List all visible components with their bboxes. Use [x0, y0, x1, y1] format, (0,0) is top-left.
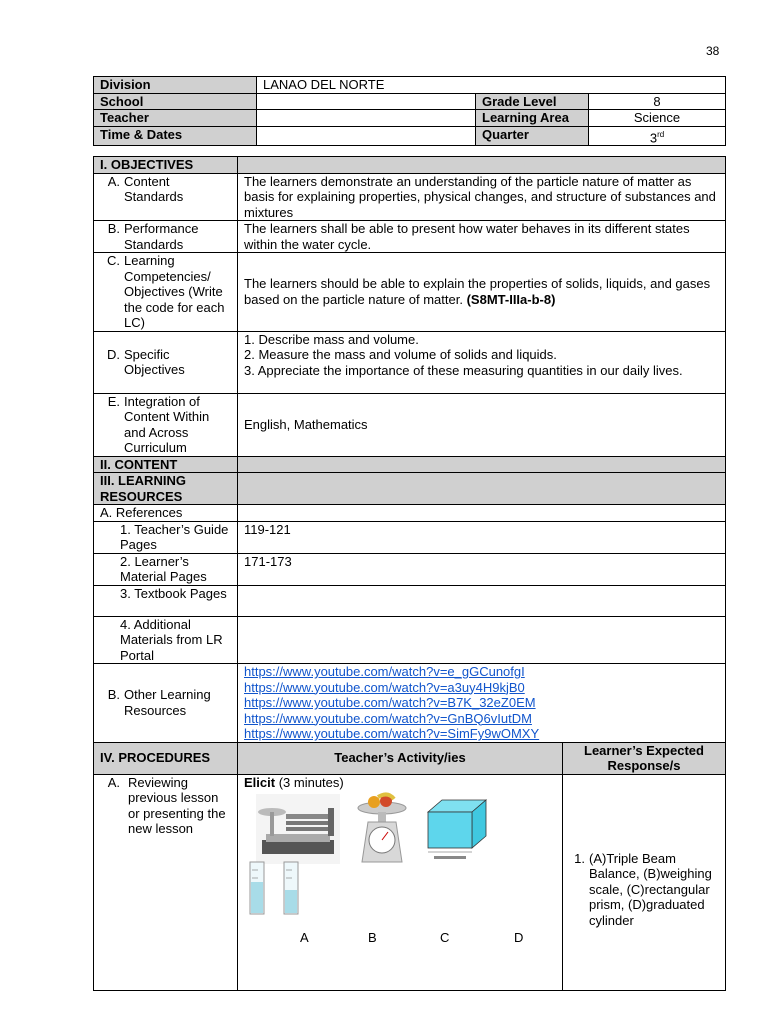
- lesson-plan-table: [93, 156, 726, 991]
- division-label: Division: [94, 77, 257, 94]
- additional-materials-label: 4. Additional Materials from LR Portal: [94, 616, 238, 664]
- rectangular-prism-image: [424, 796, 500, 862]
- other-resources-links: [238, 664, 726, 743]
- procedures-heading: IV. PROCEDURES: [94, 742, 238, 774]
- time-dates-label: Time & Dates: [94, 126, 257, 146]
- teachers-guide-label: 1. Teacher’s Guide Pages: [94, 521, 238, 553]
- other-resources-label: [94, 664, 238, 743]
- image-label-d: D: [514, 930, 524, 945]
- item-label: Specific Objectives: [124, 346, 185, 377]
- quarter-number: 3: [649, 129, 658, 145]
- integration-label: [94, 393, 238, 456]
- references-fill: [238, 505, 726, 522]
- teacher-value: [257, 110, 476, 127]
- elicit-line: [244, 775, 556, 791]
- page-number: 38: [706, 44, 720, 58]
- elicit-duration: (3 minutes): [278, 774, 344, 790]
- learners-material-label: 2. Learner’s Material Pages: [94, 553, 238, 585]
- item-label: Reviewing previous lesson or presenting the new lesson: [128, 774, 226, 836]
- school-label: School: [94, 93, 257, 110]
- learning-resources-heading-fill: [238, 473, 726, 505]
- learning-competencies-text: [238, 253, 726, 332]
- reviewing-lesson-label: [94, 774, 238, 991]
- youtube-link[interactable]: https://www.youtube.com/watch?v=SimFy9wOMXY: [244, 726, 540, 741]
- learning-area-label: Learning Area: [476, 110, 589, 127]
- triple-beam-balance-image: [256, 794, 340, 864]
- youtube-link[interactable]: https://www.youtube.com/watch?v=GnBQ6vIutDM: [244, 710, 532, 726]
- references-label: A. References: [94, 505, 238, 522]
- competency-text: The learners should be able to explain the properties of solids, liquids, and gases based on the particle nature of matter.: [244, 276, 711, 307]
- quarter-label: Quarter: [476, 126, 589, 146]
- response-number: 1.: [574, 850, 585, 866]
- response-item: [569, 851, 719, 929]
- specific-objectives-label: [94, 331, 238, 393]
- youtube-link[interactable]: https://www.youtube.com/watch?v=B7K_32eZ0EM: [244, 695, 536, 710]
- learner-response-cell: [563, 774, 726, 991]
- weighing-scale-image: [354, 792, 410, 866]
- textbook-pages: [238, 585, 726, 616]
- grade-level-label: Grade Level: [476, 93, 589, 110]
- additional-materials-value: [238, 616, 726, 664]
- teacher-activity-cell: [238, 774, 563, 991]
- item-letter: A.: [107, 173, 120, 189]
- learning-competencies-label: [94, 253, 238, 332]
- item-label: Integration of Content Within and Across Curriculum: [124, 393, 210, 455]
- textbook-label: 3. Textbook Pages: [94, 585, 238, 616]
- learning-resources-heading: III. LEARNING RESOURCES: [94, 473, 238, 505]
- learners-material-pages: 171-173: [238, 553, 726, 585]
- item-letter: E.: [107, 393, 120, 409]
- item-label: Content Standards: [124, 173, 184, 204]
- item-letter: A.: [107, 774, 120, 790]
- time-dates-value: [257, 126, 476, 146]
- objective-item: 2. Measure the mass and volume of solids and liquids.: [244, 347, 557, 362]
- equipment-images: [244, 790, 556, 990]
- performance-standards-text: The learners shall be able to present how water behaves in its different states within the water cycle.: [238, 221, 726, 253]
- item-letter: D.: [107, 346, 120, 362]
- content-heading-fill: [238, 456, 726, 473]
- performance-standards-label: [94, 221, 238, 253]
- quarter-value: [589, 126, 726, 146]
- teachers-activity-heading: Teacher’s Activity/ies: [238, 742, 563, 774]
- graduated-cylinder-image: [246, 860, 310, 916]
- objective-item: 3. Appreciate the importance of these measuring quantities in our daily lives.: [244, 362, 683, 378]
- elicit-label: Elicit: [244, 774, 276, 790]
- competency-code: (S8MT-IIIa-b-8): [466, 291, 556, 307]
- item-letter: B.: [107, 687, 120, 703]
- response-text: (A)Triple Beam Balance, (B)weighing scale, (C)rectangular prism, (D)graduated cylinder: [589, 850, 712, 928]
- objective-item: 1. Describe mass and volume.: [244, 331, 419, 347]
- content-standards-label: [94, 173, 238, 221]
- item-label: Other Learning Resources: [124, 687, 211, 718]
- item-letter: B.: [107, 221, 120, 236]
- quarter-suffix: rd: [657, 129, 665, 139]
- specific-objectives-list: [238, 331, 726, 393]
- item-label: Performance Standards: [124, 221, 199, 252]
- grade-level-value: 8: [589, 93, 726, 110]
- item-label: Learning Competencies/ Objectives (Write the code for each LC): [124, 253, 225, 330]
- item-letter: C.: [107, 253, 120, 268]
- learners-response-heading: Learner’s Expected Response/s: [563, 742, 726, 774]
- objectives-heading-fill: [238, 157, 726, 174]
- content-heading: II. CONTENT: [94, 456, 238, 473]
- learning-area-value: Science: [589, 110, 726, 127]
- content-standards-text: The learners demonstrate an understanding of the particle nature of matter as basis for explaining properties, physical changes, and structure of substances and mixtures: [238, 173, 726, 221]
- image-label-c: C: [440, 930, 450, 945]
- header-table: [93, 76, 726, 146]
- youtube-link[interactable]: https://www.youtube.com/watch?v=e_gGCunofgI: [244, 664, 525, 679]
- image-label-a: A: [300, 930, 309, 945]
- teacher-label: Teacher: [94, 110, 257, 127]
- division-value: LANAO DEL NORTE: [257, 77, 726, 94]
- integration-text: English, Mathematics: [238, 393, 726, 456]
- image-label-b: B: [368, 930, 377, 945]
- youtube-link[interactable]: https://www.youtube.com/watch?v=a3uy4H9kjB0: [244, 679, 525, 695]
- teachers-guide-pages: 119-121: [238, 521, 726, 553]
- objectives-heading: I. OBJECTIVES: [94, 157, 238, 174]
- school-value: [257, 93, 476, 110]
